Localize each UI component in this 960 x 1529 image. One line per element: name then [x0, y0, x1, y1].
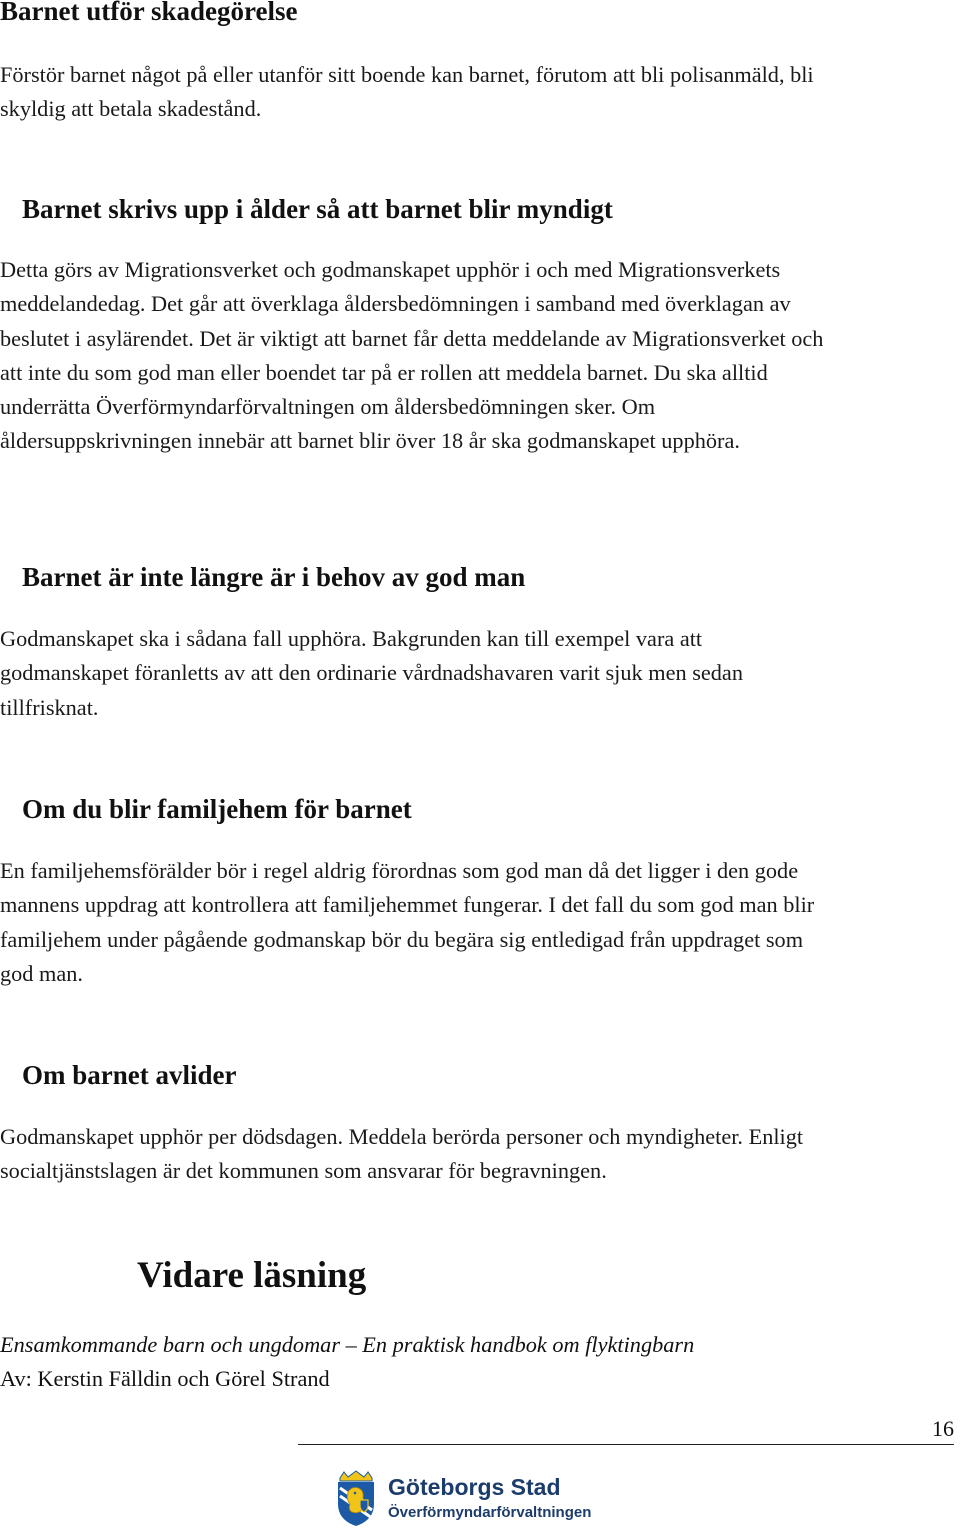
paragraph-line: Förstör barnet något på eller utanför sitt boende kan barnet, förutom att bli polisanmäld, bli: [0, 62, 814, 87]
logo-name-text: Göteborgs Stad: [388, 1474, 561, 1500]
further-reading-heading: Vidare läsning: [137, 1255, 367, 1296]
paragraph-line: mannens uppdrag att kontrollera att familjehemmet fungerar. I det fall du som god man blir: [0, 892, 815, 918]
book-title: Ensamkommande barn och ungdomar – En praktisk handbok om flyktingbarn: [0, 1332, 695, 1357]
paragraph-line: socialtjänstslagen är det kommunen som ansvarar för begravningen.: [0, 1158, 607, 1184]
section-paragraph-familjehem: [0, 854, 960, 991]
paragraph-line: underrätta Överförmyndarförvaltningen om åldersbedömningen sker. Om: [0, 394, 656, 420]
section-heading-avlider: Om barnet avlider: [22, 1060, 237, 1090]
logo-subtitle-text: Överförmyndarförvaltningen: [388, 1504, 592, 1521]
paragraph-line: åldersuppskrivningen innebär att barnet blir över 18 år ska godmanskapet upphöra.: [0, 428, 740, 454]
paragraph-line: skyldig att betala skadestånd.: [0, 96, 262, 122]
paragraph-line: god man.: [0, 960, 83, 986]
paragraph-line: att inte du som god man eller boendet tar på er rollen att meddela barnet. Du ska alltid: [0, 359, 768, 385]
paragraph-line: tillfrisknat.: [0, 694, 99, 720]
coat-of-arms-icon: [330, 1470, 382, 1528]
paragraph-line: Detta görs av Migrationsverket och godmanskapet upphör i och med Migrationsverkets: [0, 257, 781, 282]
section-paragraph-alder: [0, 253, 960, 459]
section-paragraph-skadegorelse: [0, 58, 960, 127]
paragraph-line: beslutet i asylärendet. Det är viktigt att barnet får detta meddelande av Migrationsverket och: [0, 325, 824, 351]
section-heading-alder: Barnet skrivs upp i ålder så att barnet blir myndigt: [22, 194, 613, 224]
section-heading-skadegorelse: Barnet utför skadegörelse: [0, 0, 298, 26]
paragraph-line: meddelandedag. Det går att överklaga åldersbedömningen i samband med överklagan av: [0, 291, 791, 317]
paragraph-line: godmanskapet föranletts av att den ordinarie vårdnadshavaren varit sjuk men sedan: [0, 660, 743, 686]
paragraph-line: familjehem under pågående godmanskap bör du begära sig entledigad från uppdraget som: [0, 926, 804, 952]
section-heading-behov: Barnet är inte längre är i behov av god man: [22, 562, 526, 592]
book-authors: Av: Kerstin Fälldin och Görel Strand: [0, 1366, 330, 1391]
section-paragraph-avlider: [0, 1120, 960, 1189]
footer-divider: [298, 1444, 954, 1445]
page-number: 16: [932, 1416, 954, 1441]
paragraph-line: Godmanskapet upphör per dödsdagen. Meddela berörda personer och myndigheter. Enligt: [0, 1124, 804, 1149]
paragraph-line: Godmanskapet ska i sådana fall upphöra. Bakgrunden kan till exempel vara att: [0, 626, 703, 651]
section-heading-familjehem: Om du blir familjehem för barnet: [22, 794, 412, 824]
paragraph-line: En familjehemsförälder bör i regel aldrig förordnas som god man då det ligger i den gode: [0, 858, 799, 883]
goteborgs-stad-logo: [330, 1470, 620, 1528]
section-paragraph-behov: [0, 622, 960, 725]
